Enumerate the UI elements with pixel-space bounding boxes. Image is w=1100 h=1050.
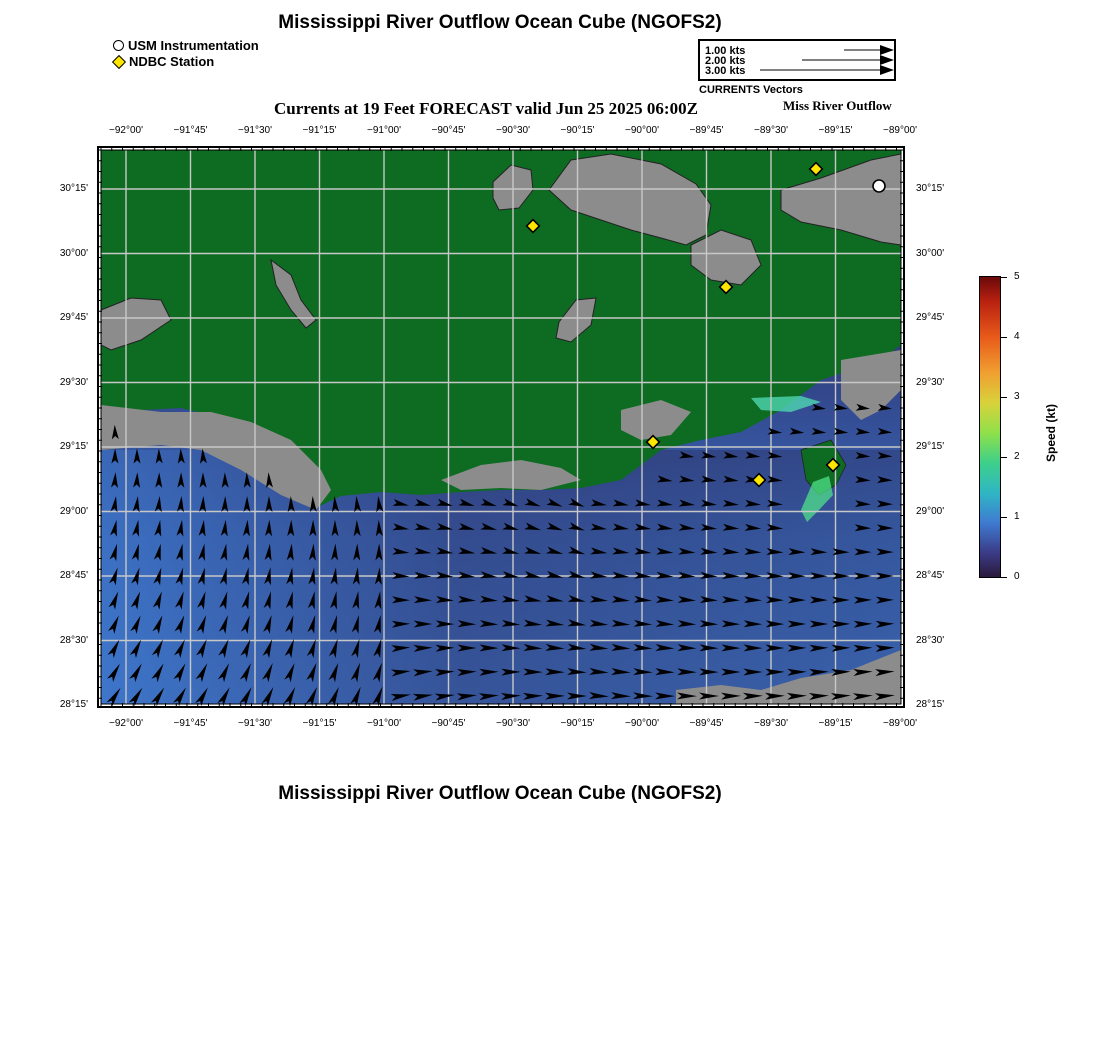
usm-station[interactable]	[873, 180, 885, 192]
lat-tick-label: 29°45'	[916, 312, 945, 323]
lon-tick-label: −92°00'	[109, 125, 143, 136]
map-title: Mississippi River Outflow Ocean Cube (NGOFS2)	[278, 12, 722, 33]
lon-tick-label: −89°30'	[754, 718, 788, 729]
lat-tick-label: 29°15'	[59, 441, 88, 452]
lon-tick-label: −89°15'	[818, 718, 853, 729]
station-legend	[113, 38, 259, 69]
lon-tick-label: −90°45'	[431, 125, 466, 136]
lon-tick-label: −91°30'	[238, 125, 272, 136]
legend-usm-label: USM Instrumentation	[128, 38, 259, 53]
lon-tick-label: −92°00'	[109, 718, 143, 729]
lat-tick-label: 29°30'	[916, 376, 945, 388]
colorbar-tick-mark	[1001, 577, 1007, 578]
vector-key-caption: CURRENTS Vectors	[699, 84, 803, 96]
colorbar-tick-mark	[1001, 517, 1007, 518]
lat-tick-label: 28°15'	[916, 699, 945, 710]
lon-tick-label: −90°30'	[496, 125, 530, 136]
colorbar-tick-mark	[1001, 397, 1007, 398]
colorbar-label: Speed (kt)	[1044, 403, 1058, 462]
legend-ndbc-row	[113, 54, 259, 69]
ndbc-marker-icon	[112, 54, 126, 68]
colorbar-tick-label: 5	[1014, 271, 1020, 282]
colorbar-tick-label: 1	[1014, 511, 1020, 522]
lon-tick-label: −89°00'	[883, 718, 917, 729]
lat-tick-label: 29°00'	[916, 505, 945, 517]
lat-tick-label: 29°30'	[59, 376, 88, 388]
lat-tick-label: 29°15'	[916, 441, 945, 452]
vector-key	[698, 39, 896, 81]
colorbar-tick-label: 3	[1014, 391, 1020, 402]
lat-tick-label: 30°15'	[916, 183, 945, 194]
lon-tick-label: −89°15'	[818, 125, 853, 136]
colorbar-tick-mark	[1001, 277, 1007, 278]
lon-tick-label: −91°45'	[173, 718, 208, 729]
lon-tick-label: −90°30'	[496, 718, 530, 729]
second-panel-title: Mississippi River Outflow Ocean Cube (NGOFS2)	[278, 783, 722, 804]
lat-tick-label: 28°30'	[916, 634, 945, 646]
lat-tick-label: 30°00'	[916, 247, 945, 259]
vector-key-label-1: 1.00 kts	[705, 45, 746, 57]
lat-tick-label: 30°00'	[59, 247, 88, 259]
lon-tick-label: −90°00'	[625, 125, 659, 136]
lon-tick-label: −91°00'	[367, 125, 401, 136]
legend-usm-row	[113, 38, 259, 53]
vector-key-label-3: 3.00 kts	[705, 65, 746, 77]
lon-tick-label: −91°00'	[367, 718, 401, 729]
lon-tick-label: −90°00'	[625, 718, 659, 729]
lat-tick-label: 28°45'	[59, 570, 88, 581]
lat-tick-label: 30°15'	[59, 183, 88, 194]
legend-ndbc-label: NDBC Station	[129, 54, 215, 69]
lon-tick-label: −91°30'	[238, 718, 272, 729]
map-frame	[97, 146, 905, 708]
colorbar-tick-mark	[1001, 457, 1007, 458]
colorbar-tick-label: 2	[1014, 451, 1020, 462]
lon-tick-label: −90°15'	[560, 718, 595, 729]
lon-tick-label: −89°00'	[883, 125, 917, 136]
colorbar-tick-label: 0	[1014, 571, 1020, 582]
usm-marker-icon	[113, 40, 124, 51]
lat-tick-label: 29°45'	[59, 312, 88, 323]
lon-tick-label: −91°45'	[173, 125, 208, 136]
lon-tick-label: −89°30'	[754, 125, 788, 136]
lon-tick-label: −91°15'	[302, 718, 337, 729]
speed-colorbar	[979, 276, 1001, 578]
colorbar-tick-mark	[1001, 337, 1007, 338]
forecast-subtitle: Currents at 19 Feet FORECAST valid Jun 25 2025 06:00Z	[274, 99, 698, 118]
colorbar-tick-label: 4	[1014, 331, 1020, 342]
lon-tick-label: −91°15'	[302, 125, 337, 136]
lon-tick-label: −90°45'	[431, 718, 466, 729]
lat-tick-label: 28°45'	[916, 570, 945, 581]
vector-key-arrows	[700, 41, 896, 81]
lon-tick-label: −89°45'	[689, 125, 724, 136]
lat-tick-label: 28°15'	[59, 699, 88, 710]
vector-key-label-2: 2.00 kts	[705, 55, 746, 67]
lon-tick-label: −90°15'	[560, 125, 595, 136]
lat-tick-label: 29°00'	[59, 505, 88, 517]
lon-tick-label: −89°45'	[689, 718, 724, 729]
lat-tick-label: 28°30'	[59, 634, 88, 646]
region-label: Miss River Outflow	[783, 98, 892, 113]
